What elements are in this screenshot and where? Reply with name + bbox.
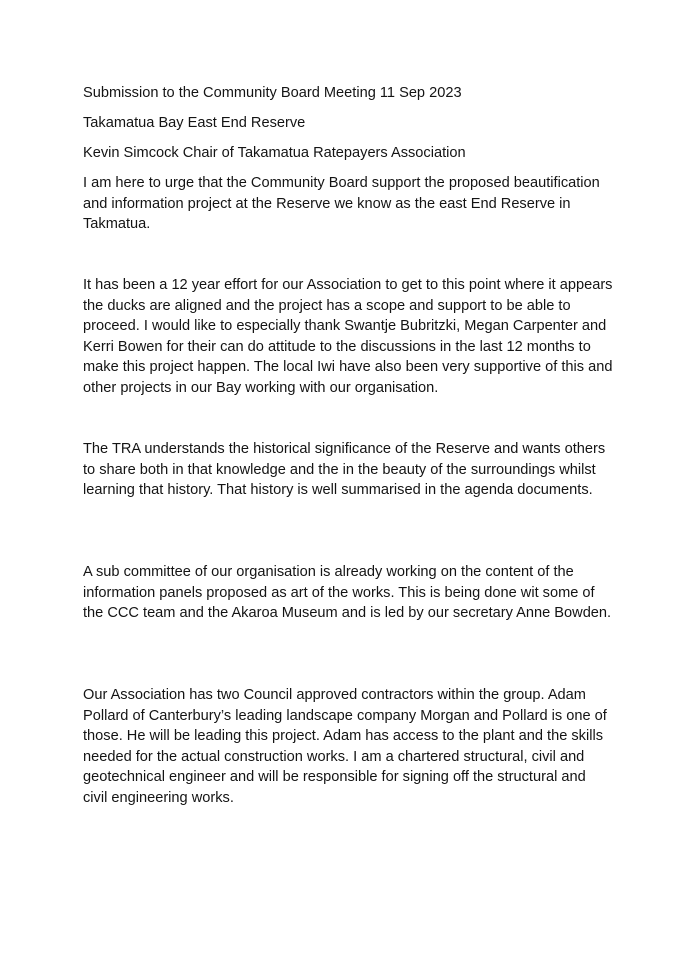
- paragraph-historical-significance: The TRA understands the historical significance of the Reserve and wants others to share both in that knowledge and the in the beauty of the surroundings whilst learning that history. That history is well summarised in the agenda documents.: [83, 441, 606, 499]
- submission-title: Submission to the Community Board Meeting 11 Sep 2023: [83, 85, 462, 101]
- paragraph-sub-committee: A sub committee of our organisation is already working on the content of the information panels proposed as art of the works. This is being done wit some of the CCC team and the Akaroa Museum and is led by our secretary Anne Bowden.: [83, 564, 612, 622]
- paragraph-contractors: Our Association has two Council approved contractors within the group. Adam Pollard of Canterbury’s leading landscape company Morgan and Pollard is one of those. He will be leading this project. Adam has access to the plant and the skills needed for the actual construction works. I am a chartered structural, civil and geotechnical engineer and will be responsible for signing off the structural and civil engineering works.: [83, 687, 607, 806]
- reserve-name: Takamatua Bay East End Reserve: [83, 115, 306, 131]
- paragraph-urge-support: I am here to urge that the Community Board support the proposed beautification and information project at the Reserve we know as the east End Reserve in Takmatua.: [83, 175, 600, 233]
- author-line: Kevin Simcock Chair of Takamatua Ratepayers Association: [83, 145, 466, 161]
- paragraph-effort-thanks: It has been a 12 year effort for our Association to get to this point where it appears the ducks are aligned and the project has a scope and support to be able to proceed. I would like to especially thank Swantje Bubritzki, Megan Carpenter and Kerri Bowen for their can do attitude to the discussions in the last 12 months to make this project happen. The local Iwi have also been very supportive of this and other projects in our Bay working with our organisation.: [83, 277, 613, 396]
